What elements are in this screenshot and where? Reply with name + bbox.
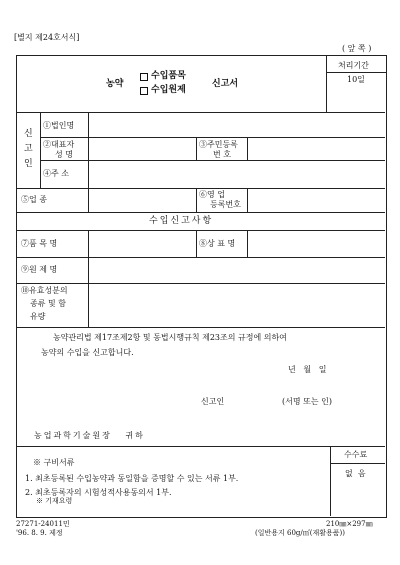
active-ingredient-field[interactable] — [89, 284, 384, 326]
business-registration-label-2: 등록번호 — [210, 200, 241, 209]
address-label: ④주 소 — [43, 169, 69, 178]
applicant-section-label-2: 고 — [24, 144, 33, 154]
paper-size: 210㎜×297㎜ — [326, 520, 373, 528]
product-name-field[interactable] — [89, 231, 195, 256]
business-registration-label-1: ⑥영 업 — [199, 190, 225, 199]
declaration-line-1: 농약관리법 제17조제2항 및 동법시행규칙 제23조의 규정에 의하여 — [53, 333, 287, 342]
processing-period-label: 처리기간 — [338, 61, 369, 70]
active-ingredient-label-2: 종류 및 함 — [30, 299, 66, 308]
resident-number-field[interactable] — [248, 138, 384, 160]
title-suffix: 신고서 — [212, 79, 239, 89]
form-code: 27271-24011민 — [16, 520, 70, 528]
writing-guide-note: ※ 기재요령 — [36, 497, 73, 505]
representative-name-field[interactable] — [89, 138, 195, 160]
resident-number-label-1: ③주민등록 — [199, 140, 238, 149]
title-prefix: 농약 — [106, 79, 124, 89]
representative-label-2: 성 명 — [55, 150, 73, 159]
form-enactment-date: '96. 8. 9. 제정 — [16, 529, 63, 537]
recipient-line: 농업과학기술원장 귀하 — [34, 431, 145, 440]
applicant-section-label-3: 인 — [24, 159, 33, 169]
page-side-label: ( 앞 쪽 ) — [342, 44, 372, 53]
resident-number-label-2: 번 호 — [213, 150, 231, 159]
title-option-import-ingredient: 수입원제 — [151, 85, 186, 95]
ingredient-name-label: ⑨원 제 명 — [21, 265, 58, 274]
required-documents-title: ※ 구비서류 — [33, 458, 75, 467]
product-name-label: ⑦품 목 명 — [21, 239, 58, 248]
declaration-line-2: 농약의 수입을 신고합니다. — [41, 348, 134, 357]
required-document-2: 2. 최초등록자의 시험성적사용동의서 1부. — [25, 488, 172, 497]
active-ingredient-label-3: 유량 — [30, 312, 46, 321]
business-type-field[interactable] — [89, 189, 195, 211]
applicant-section-label-1: 신 — [24, 129, 33, 139]
signer-label: 신고인 — [201, 397, 225, 406]
fee-value: 없 음 — [345, 469, 366, 478]
business-type-label: ⑤업 종 — [21, 195, 47, 204]
title-option-import-product: 수입품목 — [151, 71, 186, 81]
active-ingredient-label-1: ⑩유효성분의 — [21, 286, 68, 295]
form-number: [별지 제24호서식] — [14, 33, 80, 42]
processing-period-value: 10일 — [347, 75, 365, 84]
import-section-heading: 수입신고사항 — [149, 216, 214, 226]
required-document-1: 1. 최초등록된 수입농약과 동일함을 증명할 수 있는 서류 1부. — [25, 474, 239, 483]
representative-label-1: ②대표자 — [43, 140, 75, 149]
ingredient-name-field[interactable] — [89, 258, 384, 282]
paper-type: (일반용지 60g/㎡(재활용품)) — [255, 529, 345, 537]
import-ingredient-checkbox[interactable] — [140, 87, 148, 95]
business-registration-field[interactable] — [248, 189, 384, 211]
corp-name-field[interactable] — [89, 113, 384, 137]
corp-name-label: ①법인명 — [43, 121, 75, 130]
address-field[interactable] — [89, 161, 384, 187]
declaration-date: 년 월 일 — [288, 365, 327, 374]
fee-label: 수수료 — [344, 450, 368, 459]
import-product-checkbox[interactable] — [140, 73, 148, 81]
brand-name-label: ⑧상 표 명 — [199, 239, 236, 248]
signature-note: (서명 또는 인) — [282, 397, 332, 406]
brand-name-field[interactable] — [248, 231, 384, 256]
